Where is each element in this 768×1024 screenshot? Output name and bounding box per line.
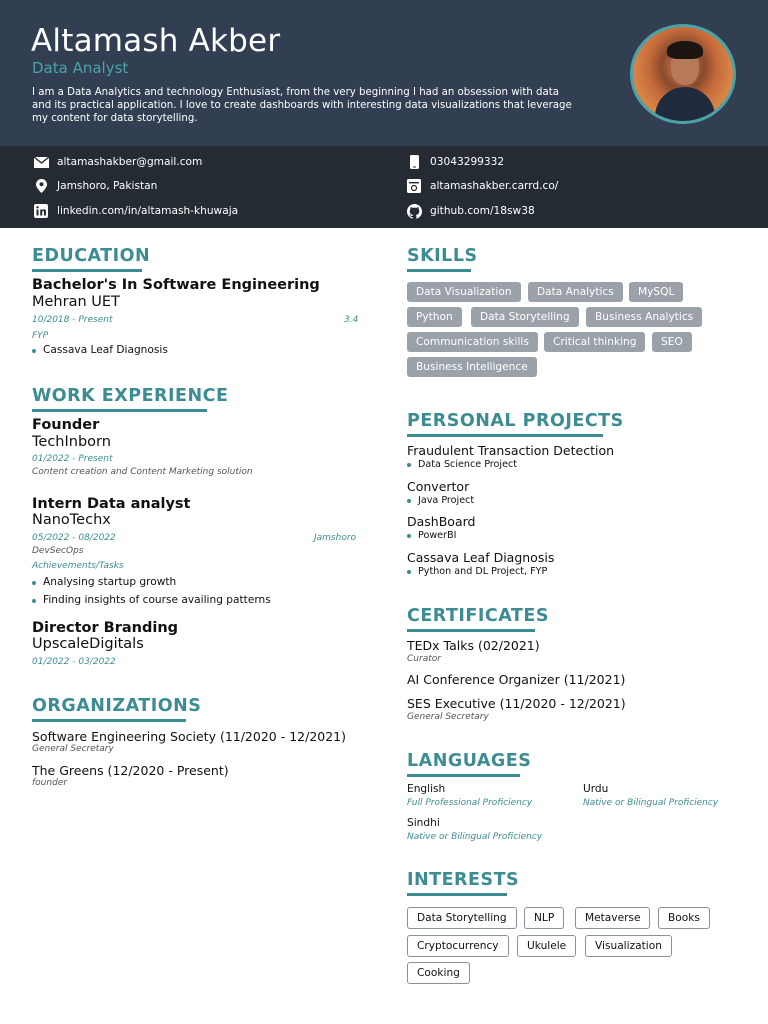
education-label: FYP: [32, 331, 49, 341]
project-desc: Data Science Project: [407, 459, 517, 470]
language-level: Native or Bilingual Proficiency: [407, 832, 543, 842]
github-icon: [406, 203, 422, 219]
contact-website[interactable]: altamashakber.carrd.co/: [406, 178, 558, 194]
email-icon: [33, 154, 49, 170]
job-role: Director Branding: [32, 620, 179, 636]
project-name: Fraudulent Transaction Detection: [407, 443, 615, 458]
certificate-note: Curator: [407, 654, 441, 664]
language-name: Urdu: [583, 783, 609, 795]
job-org: NanoTechx: [32, 512, 111, 528]
languages-heading: LANGUAGES: [407, 751, 531, 771]
job-dates: 05/2022 - 08/2022: [32, 533, 116, 543]
skill-tag: Data Analytics: [528, 282, 623, 302]
skill-tag: Data Storytelling: [471, 307, 579, 327]
organizations-heading: ORGANIZATIONS: [32, 696, 201, 716]
skill-tag: Python: [407, 307, 462, 327]
project-desc: Python and DL Project, FYP: [407, 566, 547, 577]
interests-heading: INTERESTS: [407, 870, 519, 890]
job-org: UpscaleDigitals: [32, 636, 144, 652]
language-name: English: [407, 783, 446, 795]
job-location: Jamshoro: [314, 533, 357, 543]
organization-role: General Secretary: [32, 744, 114, 754]
resume-header: [0, 0, 768, 146]
skill-tag: MySQL: [629, 282, 683, 302]
language-level: Native or Bilingual Proficiency: [583, 798, 719, 808]
skill-tag: Business Intelligence: [407, 357, 537, 377]
education-bullet: Cassava Leaf Diagnosis: [32, 344, 168, 356]
certificate-name: SES Executive (11/2020 - 12/2021): [407, 696, 626, 711]
skills-heading: SKILLS: [407, 246, 478, 266]
interest-tag: Metaverse: [575, 907, 650, 929]
interest-tag: Cooking: [407, 962, 470, 984]
profile-photo: [630, 24, 736, 124]
project-name: DashBoard: [407, 514, 476, 529]
certificate-note: General Secretary: [407, 712, 489, 722]
candidate-title: Data Analyst: [32, 59, 129, 77]
contact-email[interactable]: altamashakber@gmail.com: [33, 154, 202, 170]
job-bullet: Analysing startup growth: [32, 576, 176, 588]
interest-tag: Data Storytelling: [407, 907, 517, 929]
certificate-name: TEDx Talks (02/2021): [407, 638, 540, 653]
organization-name: Software Engineering Society (11/2020 - 12/2021): [32, 729, 347, 744]
interest-tag: Cryptocurrency: [407, 935, 509, 957]
interest-tag: Visualization: [585, 935, 672, 957]
job-bullet: Finding insights of course availing patterns: [32, 594, 271, 606]
interest-tag: NLP: [524, 907, 564, 929]
website-icon: [406, 178, 422, 194]
work-heading: WORK EXPERIENCE: [32, 386, 228, 406]
language-name: Sindhi: [407, 817, 440, 829]
education-dates: 10/2018 - Present: [32, 315, 113, 325]
certificate-name: AI Conference Organizer (11/2021): [407, 672, 626, 687]
job-role: Founder: [32, 417, 100, 433]
job-note: Content creation and Content Marketing solution: [32, 467, 253, 477]
job-subheading: Achievements/Tasks: [32, 561, 124, 571]
interest-tag: Ukulele: [517, 935, 576, 957]
job-dates: 01/2022 - 03/2022: [32, 657, 116, 667]
contact-location: Jamshoro, Pakistan: [33, 178, 157, 194]
contact-phone[interactable]: 03043299332: [406, 154, 504, 170]
projects-heading: PERSONAL PROJECTS: [407, 411, 624, 431]
job-dates: 01/2022 - Present: [32, 454, 113, 464]
contact-github[interactable]: github.com/18sw38: [406, 203, 535, 219]
job-role: Intern Data analyst: [32, 496, 191, 512]
language-level: Full Professional Proficiency: [407, 798, 533, 808]
project-name: Cassava Leaf Diagnosis: [407, 550, 555, 565]
job-note: DevSecOps: [32, 546, 84, 556]
education-school: Mehran UET: [32, 294, 120, 310]
interest-tag: Books: [658, 907, 710, 929]
education-heading: EDUCATION: [32, 246, 150, 266]
job-org: TechInborn: [32, 434, 111, 450]
linkedin-icon: [33, 203, 49, 219]
skill-tag: Data Visualization: [407, 282, 521, 302]
skill-tag: SEO: [652, 332, 692, 352]
candidate-name: Altamash Akber: [31, 23, 281, 59]
education-gpa: 3.4: [344, 315, 359, 325]
location-pin-icon: [33, 178, 49, 194]
project-desc: PowerBI: [407, 530, 456, 541]
project-desc: Java Project: [407, 495, 474, 506]
contact-bar: [0, 146, 768, 228]
skill-tag: Critical thinking: [544, 332, 645, 352]
organization-role: founder: [32, 778, 68, 788]
education-degree: Bachelor's In Software Engineering: [32, 277, 320, 293]
summary-text: I am a Data Analytics and technology Enthusiast, from the very beginning I had an obsession with data and its practical application. I love to create dashboards with interesting data visualizations that leverage my content for data storytelling.: [32, 87, 572, 124]
contact-linkedin[interactable]: linkedin.com/in/altamash-khuwaja: [33, 203, 238, 219]
skill-tag: Business Analytics: [586, 307, 702, 327]
organization-name: The Greens (12/2020 - Present): [32, 763, 229, 778]
project-name: Convertor: [407, 479, 470, 494]
certificates-heading: CERTIFICATES: [407, 606, 549, 626]
skill-tag: Communication skills: [407, 332, 538, 352]
phone-icon: [406, 154, 422, 170]
